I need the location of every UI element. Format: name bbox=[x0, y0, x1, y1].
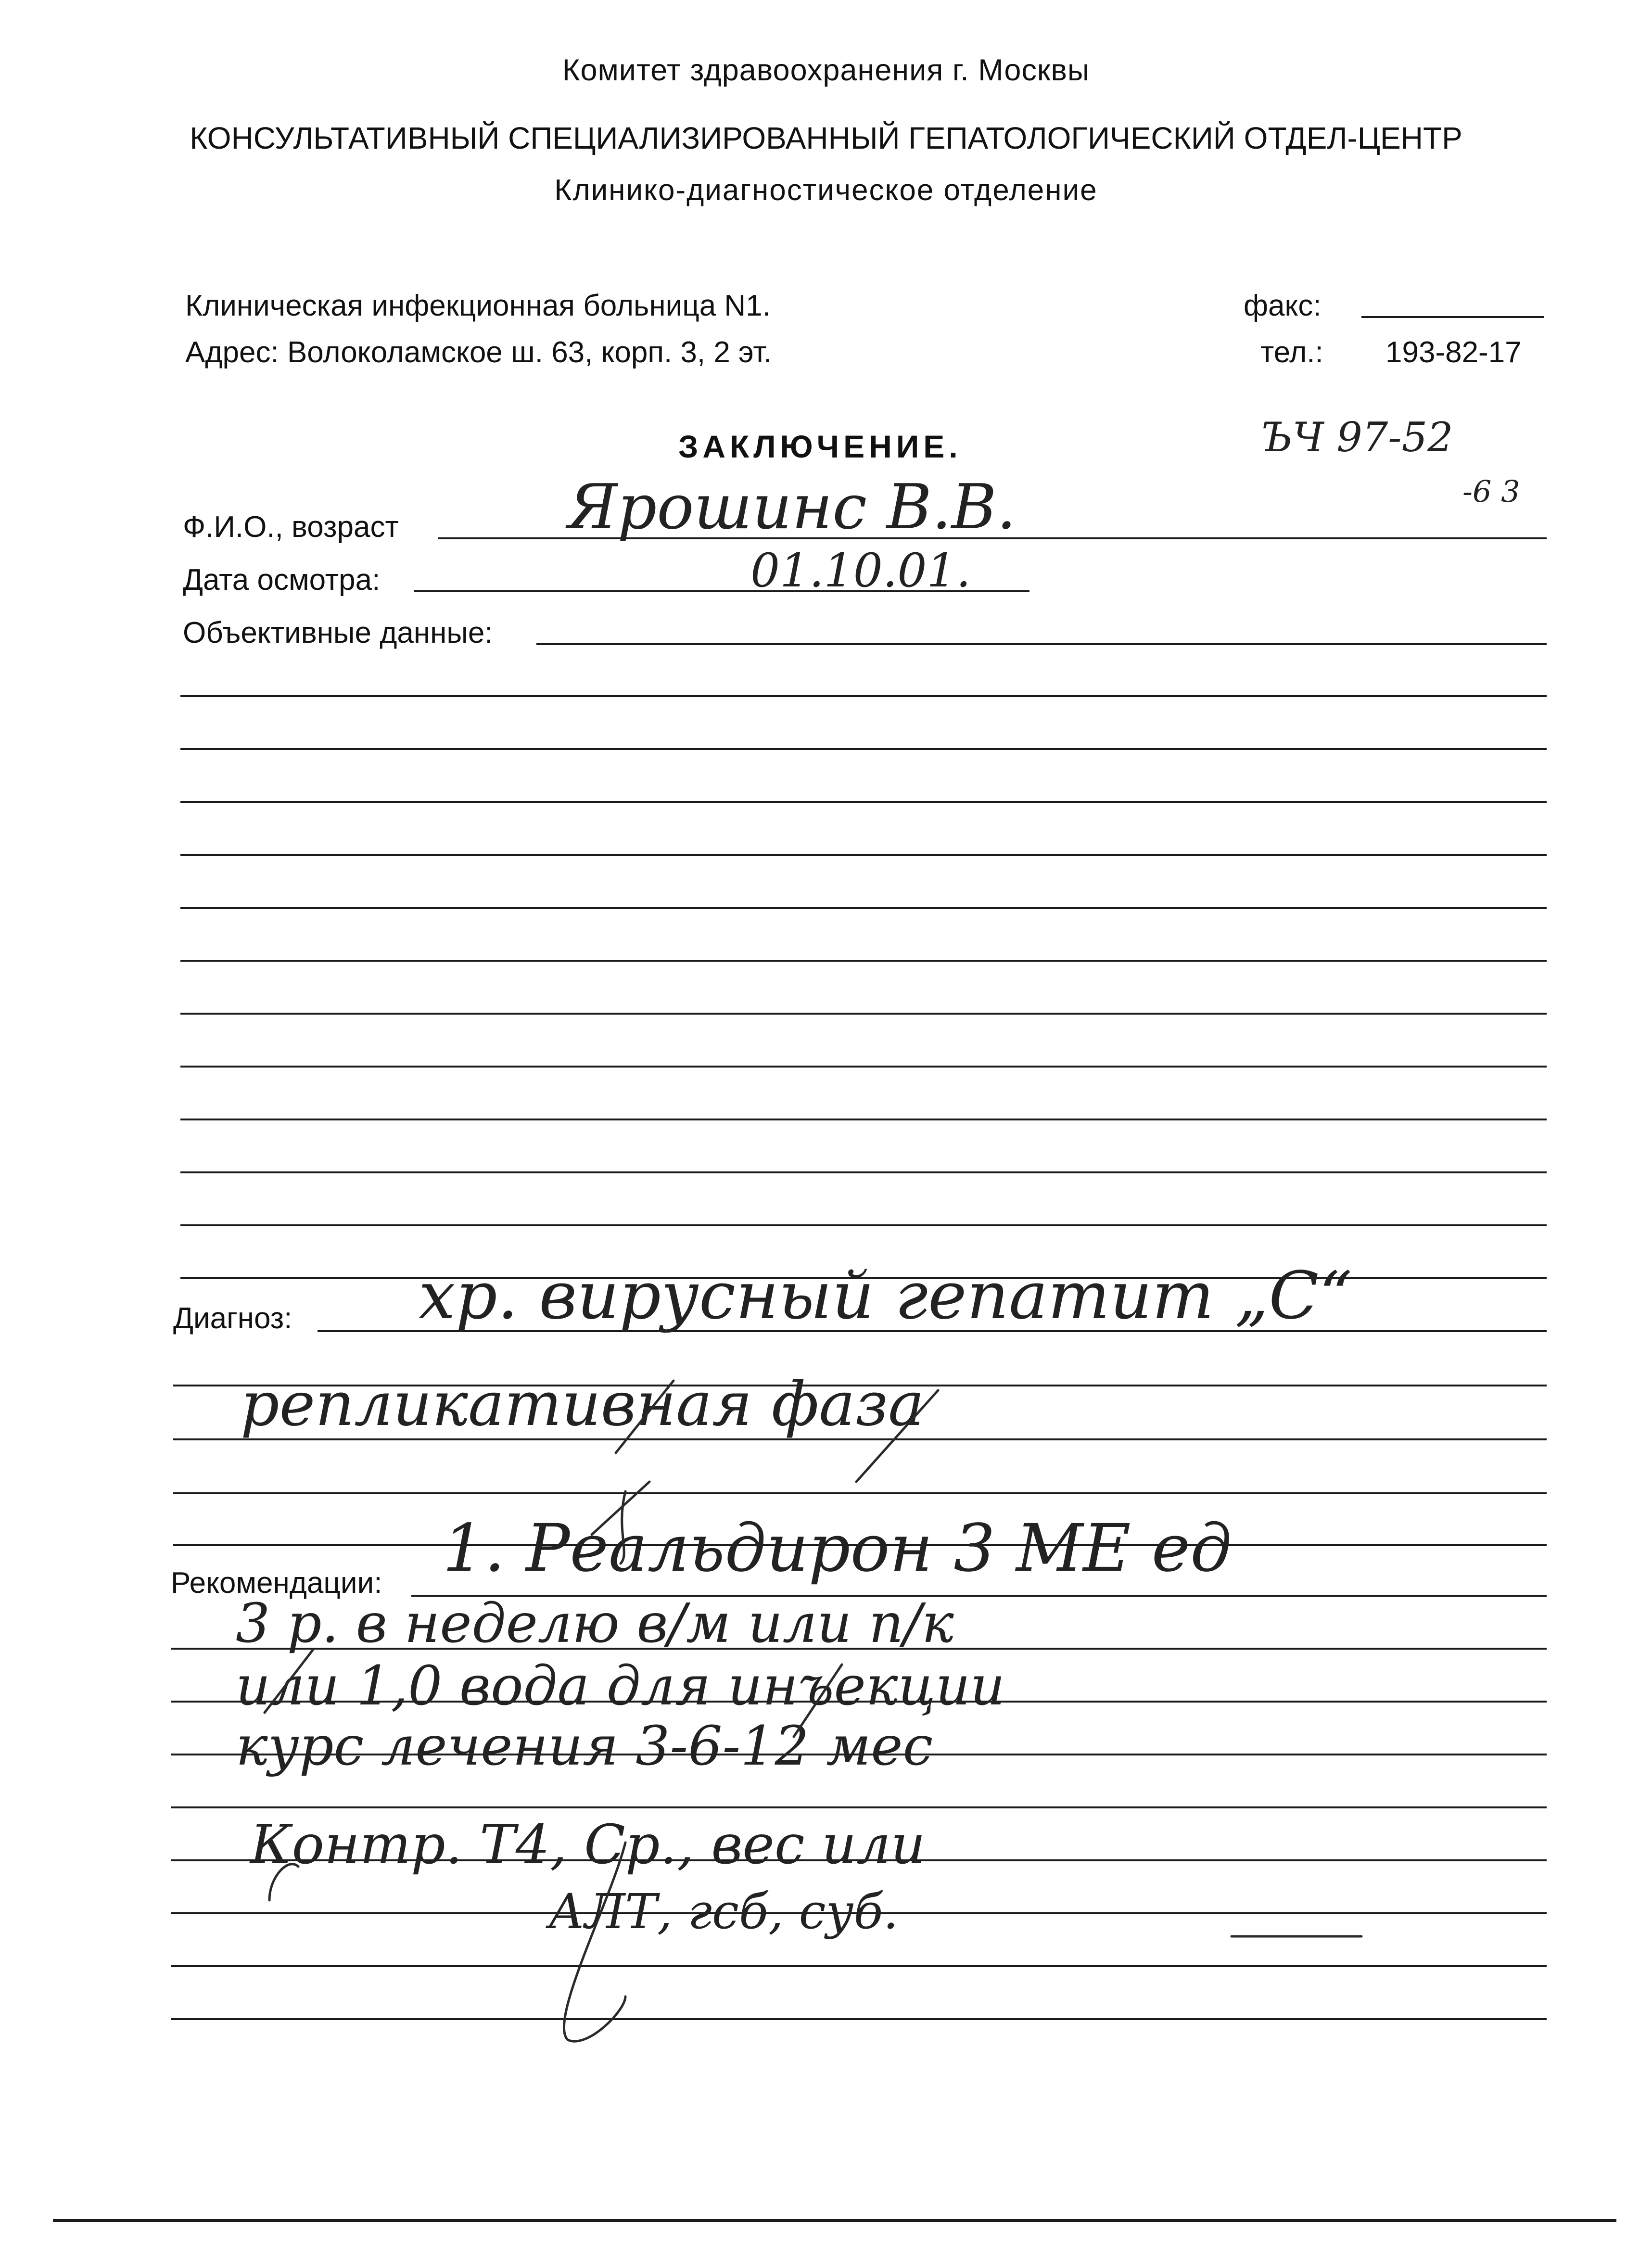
diagnosis-line-text-2: репликативная фаза bbox=[241, 1369, 925, 1439]
pen-stroke bbox=[616, 1381, 674, 1453]
pen-stroke bbox=[856, 1390, 938, 1482]
committee-heading: Комитет здравоохранения г. Москвы bbox=[562, 53, 1090, 87]
corner-number-2: -6 3 bbox=[1462, 474, 1520, 509]
fax-label: факс: bbox=[1244, 289, 1322, 322]
phone-label: тел.: bbox=[1260, 336, 1323, 369]
name-label: Ф.И.О., возраст bbox=[183, 510, 399, 544]
recommendation-text-1: 1. Реальдирон 3 МЕ ед bbox=[443, 1511, 1232, 1587]
exam-date: 01.10.01. bbox=[750, 544, 971, 598]
recommendation-text-2: 3 р. в неделю в/м или п/к bbox=[236, 1592, 954, 1655]
recommendation-text-4: курс лечения 3-6-12 мес bbox=[236, 1715, 933, 1778]
patient-name: Ярошинс В.В. bbox=[568, 471, 1017, 543]
date-label: Дата осмотра: bbox=[183, 563, 381, 597]
department-heading: Клинико-диагностическое отделение bbox=[554, 174, 1098, 207]
pen-stroke bbox=[269, 1864, 298, 1900]
recommendations-label: Рекомендации: bbox=[171, 1566, 382, 1600]
objective-label: Объективные данные: bbox=[183, 616, 493, 649]
pen-stroke bbox=[621, 1491, 625, 1564]
pen-stroke bbox=[794, 1665, 842, 1737]
diagnosis-line-text-1: хр. вирусный гепатит „С“ bbox=[419, 1258, 1352, 1334]
recommendation-text-3: или 1,0 вода для инъекции bbox=[236, 1655, 1005, 1717]
pen-stroke bbox=[592, 1482, 649, 1535]
form-title: ЗАКЛЮЧЕНИЕ. bbox=[678, 429, 962, 464]
hospital-name: Клиническая инфекционная больница N1. bbox=[185, 289, 771, 322]
corner-number: ЪЧ 97-52 bbox=[1260, 414, 1453, 461]
recommendation-text-5: Контр. Т4, Ср., вес или bbox=[250, 1814, 926, 1876]
pen-stroke bbox=[265, 1650, 313, 1713]
recommendation-text-6: АЛТ, гсб, суб. bbox=[548, 1883, 899, 1940]
phone-number: 193-82-17 bbox=[1385, 336, 1522, 369]
pen-stroke bbox=[564, 1843, 625, 2041]
hospital-address: Адрес: Волоколамское ш. 63, корп. 3, 2 эт. bbox=[185, 336, 772, 369]
center-heading: КОНСУЛЬТАТИВНЫЙ СПЕЦИАЛИЗИРОВАННЫЙ ГЕПАТОЛОГИЧЕСКИЙ ОТДЕЛ-ЦЕНТР bbox=[190, 121, 1462, 155]
diagnosis-label: Диагноз: bbox=[173, 1302, 292, 1335]
